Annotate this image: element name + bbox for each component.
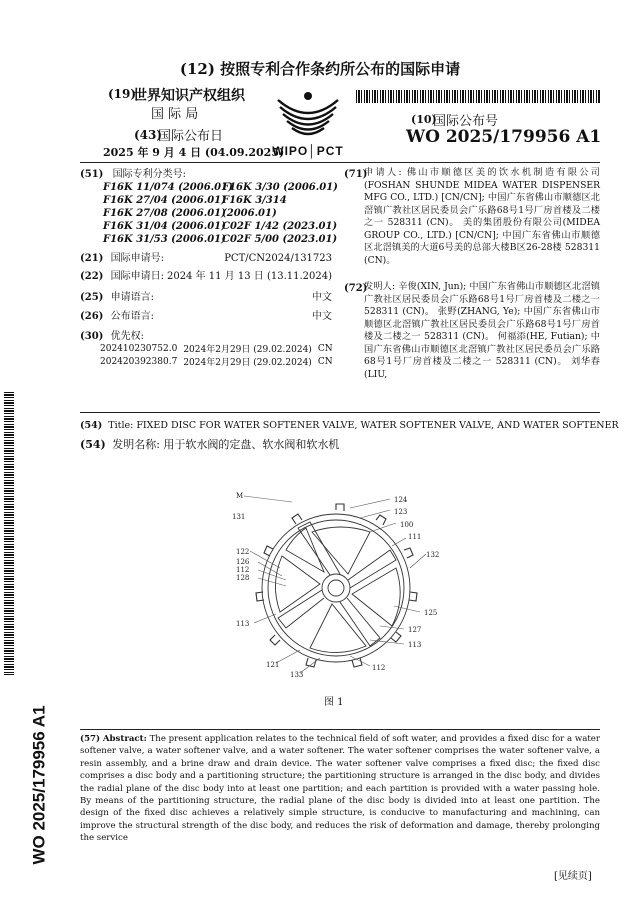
header-rule: [80, 162, 600, 163]
applicant-tag: (71): [344, 169, 368, 180]
abstract-text: The present application relates to the technical field of soft water, and provides a fixed disc for a water softener valve, a water softener valve, and a water softener. The water softener comprises the water softener valve, a resin assembly, and a brine draw and drain device. The water softener valve comprises a fixed disc; the fixed disc comprises a disc body and a partitioning structure; the partitioning structure is arranged in the disc body, and divides the radial plane of the disc body into at least one partition; and each partition is provided with a water passing hole. By means of the partitioning structure, the radial plane of the disc body is divided into at least one partition. The design of the fixed disc achieves a relatively simple structure, is conducive to manufacturing and machining, can improve the structural strength of the disc body, and reduces the risk of deformation and damage, thereby prolonging the service: [80, 734, 601, 844]
application-number-row: [80, 252, 332, 265]
fixed-disc-drawing: [220, 488, 440, 688]
ipc-code: F16K 27/08 (2006.01): [103, 208, 226, 219]
continued-note: [见续页]: [554, 871, 592, 882]
ipc-column-2: [222, 181, 342, 246]
priority-entry: [100, 342, 339, 355]
ipc-code: F16K 11/074 (2006.01): [103, 182, 233, 193]
inventor-tag: (72): [344, 283, 368, 294]
app-no-value: PCT/CN2024/131723: [224, 253, 332, 264]
priority-table: [100, 342, 339, 368]
figure-label: 124: [394, 496, 408, 504]
figure-label: 113: [408, 641, 422, 649]
org-number: (19): [108, 87, 137, 101]
ipc-label: 国际专利分类号:: [112, 169, 186, 180]
title-en: Title: FIXED DISC FOR WATER SOFTENER VALVE, WATER SOFTENER VALVE, AND WATER SOFTENER: [108, 420, 619, 431]
priority-date: 2024年2月29日 (29.02.2024): [183, 345, 312, 355]
figure-label: 113: [236, 620, 250, 628]
abstract-tag: (57): [80, 734, 101, 744]
ipc-column-1: [103, 181, 233, 246]
side-barcode: [4, 392, 14, 675]
biblio-rule: [80, 412, 600, 413]
priority-label: 优先权:: [110, 331, 144, 342]
priority-country: CN: [317, 356, 333, 367]
title-cn-row: [80, 436, 339, 452]
header-barcode: [356, 90, 600, 103]
title-en-tag: (54): [80, 420, 103, 431]
wipo-arcs-icon: [270, 90, 346, 140]
priority-number: 202410230752.0: [100, 343, 178, 354]
pubnum-value: WO 2025/179956 A1: [406, 127, 602, 147]
wipo-logo-text: WIPO│PCT: [272, 144, 344, 158]
pub-lang-tag: (26): [80, 311, 104, 322]
ipc-code: F16K 3/314 (2006.01): [222, 195, 287, 219]
figure-label: 112: [236, 566, 250, 574]
figure-1: [220, 488, 440, 688]
side-publication-id: WO 2025/179956 A1: [29, 705, 49, 865]
ipc-code: C02F 1/42 (2023.01): [222, 221, 338, 232]
priority-number: 202420392380.7: [100, 356, 178, 367]
figure-label: 112: [372, 664, 386, 672]
figure-label: 125: [424, 609, 438, 617]
filing-language-row: [80, 291, 332, 304]
figure-label: 121: [266, 661, 280, 669]
app-date-label: 国际申请日:: [110, 271, 164, 282]
priority-country: CN: [317, 343, 333, 354]
application-date-row: [80, 270, 332, 283]
figure-label: 123: [394, 508, 408, 516]
pubdate-value: 2025 年 9 月 4 日 (04.09.2025): [103, 146, 285, 159]
figure-label: 100: [400, 521, 414, 529]
ipc-code: F16K 31/53 (2006.01): [103, 234, 226, 245]
priority-entry: [100, 355, 339, 368]
pub-lang-value: 中文: [312, 311, 332, 322]
ipc-code: F16K 3/30 (2006.01): [222, 182, 338, 193]
pub-lang-label: 公布语言:: [110, 311, 154, 322]
figure-label: 132: [426, 551, 440, 559]
ipc-code: F16K 31/04 (2006.01): [103, 221, 226, 232]
figure-label: 127: [408, 626, 422, 634]
app-date-tag: (22): [80, 271, 104, 282]
title-cn: 发明名称: 用于软水阀的定盘、软水阀和软水机: [112, 438, 340, 451]
figure-label: 111: [408, 533, 422, 541]
figure-label: M: [236, 492, 244, 500]
ipc-code: C02F 5/00 (2023.01): [222, 234, 338, 245]
figure-caption: 图 1: [324, 697, 344, 708]
pubdate-number: (43): [134, 128, 163, 142]
org-name: 世界知识产权组织: [133, 88, 245, 104]
filing-lang-label: 申请语言:: [110, 292, 154, 303]
ipc-code: F16K 27/04 (2006.01): [103, 195, 226, 206]
pubnum-label: 国际公布号: [433, 114, 499, 129]
title-en-row: [80, 419, 619, 432]
app-date-value: 2024 年 11 月 13 日 (13.11.2024): [166, 271, 332, 282]
inventor-text: 发明人: 辛俊(XIN, Jun); 中国广东省佛山市顺德区北滘镇广教社区居民委员会广乐路68号1号厂房首楼及二楼之一 528311 (CN)。 张野(ZHANG, Ye); 中国广东省佛山市顺德区北滘镇广教社区居民委员会广乐路68号1号厂房首楼及二楼之一 528311 (CN)。 何福添(HE, Futian); 中国广东省佛山市顺德区北滘镇广教社区居民委员会广乐路68号1号厂房首楼及二楼之一 528311 (CN)。 刘华春(LIU,: [364, 281, 600, 380]
priority-date: 2024年2月29日 (29.02.2024): [183, 358, 312, 368]
figure-label: 133: [290, 671, 304, 679]
filing-lang-tag: (25): [80, 292, 104, 303]
app-no-tag: (21): [80, 253, 104, 264]
pubdate-label: 国际公布日: [158, 129, 224, 144]
priority-tag: (30): [80, 331, 104, 342]
figure-label: 126: [236, 558, 250, 566]
figure-label: 122: [236, 548, 250, 556]
org-bureau: 国 际 局: [151, 107, 199, 122]
ipc-section: [80, 168, 335, 181]
title-cn-tag: (54): [80, 438, 106, 451]
abstract-label: Abstract:: [102, 734, 147, 744]
applicant-text: 申请人: 佛山市顺德区美的饮水机制造有限公司(FOSHAN SHUNDE MIDEA WATER DISPENSER MFG CO., LTD.) [CN/CN]; 中国广东省佛山市顺德区北滘镇广教社区居民委员会广乐路68号1号厂房首楼及二楼之一 528311 (CN)。 美的集团股份有限公司(MIDEA GROUP CO., LTD.) [CN/CN]; 中国广东省佛山市顺德区北滘镇美的大道6号美的总部大楼B区26-28楼 528311 (CN)。: [364, 167, 600, 266]
abstract-rule: [80, 729, 600, 730]
publication-language-row: [80, 310, 332, 323]
ipc-tag: (51): [80, 169, 104, 180]
figure-label: 131: [232, 513, 246, 521]
wipo-logo: [270, 90, 346, 158]
abstract: [80, 733, 601, 844]
filing-lang-value: 中文: [312, 292, 332, 303]
document-title: (12) 按照专利合作条约所公布的国际申请: [179, 60, 461, 78]
pubnum-number: (10): [411, 113, 437, 126]
app-no-label: 国际申请号:: [110, 253, 164, 264]
figure-label: 128: [236, 574, 250, 582]
